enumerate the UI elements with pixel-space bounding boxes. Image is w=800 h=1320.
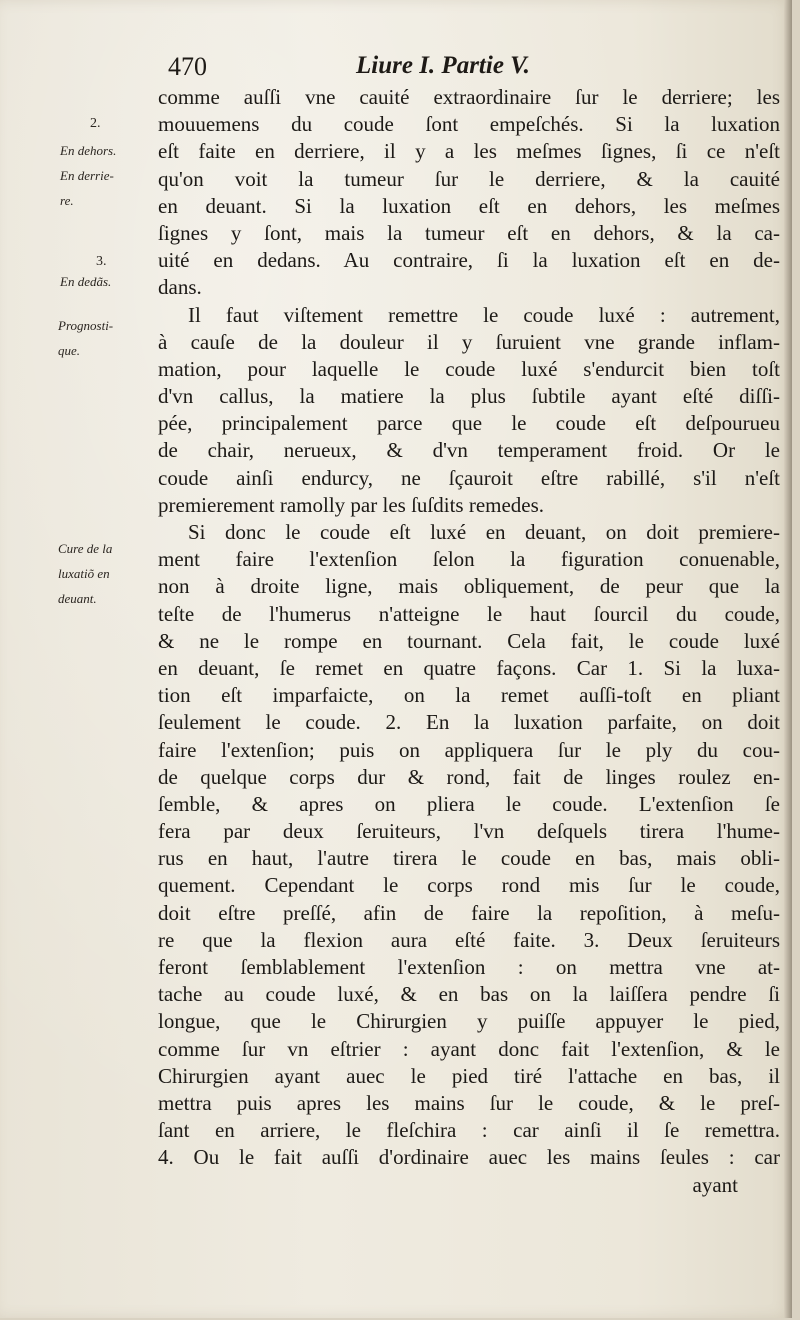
margin-notes <box>0 0 160 1318</box>
text-line: de chair, nerueux, & d'vn temperament froid. Or le <box>158 438 780 463</box>
text-line: tion eſt imparfaicte, on la remet auſſi-toſt en pliant <box>158 683 780 708</box>
margin-note-prognostique: Prognosti- <box>58 318 114 333</box>
text-line: eſt faite en derriere, il y a les meſmes ſignes, ſi ce n'eſt <box>158 139 780 164</box>
text-line: comme ſur vn eſtrier : ayant donc fait l'extenſion, & le <box>158 1036 780 1061</box>
text-line: dans. <box>158 275 202 300</box>
text-line: teſte de l'humerus n'atteigne le haut ſourcil du coude, <box>158 601 780 626</box>
body-text <box>158 84 788 1199</box>
text-line: ment faire l'extenſion ſelon la figuration conuenable, <box>158 547 780 572</box>
text-line: ſignes y ſont, mais la tumeur eſt en dehors, & la ca- <box>158 220 780 245</box>
text-line: longue, que le Chirurgien y puiſſe appuyer le pied, <box>158 1009 780 1034</box>
text-line: qu'on voit la tumeur ſur le derriere, & la cauité <box>158 166 780 191</box>
text-line: d'vn callus, la matiere la plus ſubtile ayant eſté diſſi- <box>158 384 780 409</box>
text-line: comme auſſi vne cauité extraordinaire ſur le derriere; les <box>158 85 780 109</box>
catchword: ayant <box>692 1172 738 1197</box>
margin-note-en-dehors: En dehors. <box>60 143 117 158</box>
text-line: ſemble, & apres on pliera le coude. L'extenſion ſe <box>158 791 780 816</box>
text-line: doit eſtre preſſé, afin de faire la repoſition, à meſu- <box>158 900 780 925</box>
margin-note-re: re. <box>60 193 74 208</box>
margin-note-en-derriere: En derrie- <box>60 168 114 183</box>
text-line: ſant en arriere, le fleſchira : car ainſi il ſe remettra. <box>158 1118 780 1143</box>
text-line: en deuant, ſe remet en quatre façons. Car 1. Si la luxa- <box>158 655 780 680</box>
text-line: coude ainſi endurcy, ne ſçauroit eſtre rabillé, s'il n'eſt <box>158 465 780 490</box>
margin-note-en-dedans: En dedãs. <box>60 274 112 289</box>
running-title: Liure I. Partie V. <box>356 52 530 79</box>
page-header <box>160 52 600 86</box>
text-line: Il faut viſtement remettre le coude luxé : autrement, <box>188 302 780 327</box>
text-line: quement. Cependant le corps rond mis ſur le coude, <box>158 873 780 898</box>
page-number: 470 <box>168 52 207 81</box>
text-line: mettra puis apres les mains ſur le coude, & le preſ- <box>158 1090 780 1115</box>
text-line: tache au coude luxé, & en bas on la laiſſera pendre ſi <box>158 982 780 1007</box>
text-line: faire l'extenſion; puis on appliquera ſur le ply du cou- <box>158 737 780 762</box>
text-line: feront ſemblablement l'extenſion : on mettra vne at- <box>158 955 780 979</box>
text-line: fera par deux ſeruiteurs, l'vn deſquels tirera l'hume- <box>158 819 780 844</box>
margin-note-que: que. <box>58 343 81 358</box>
margin-note-luxation-en: luxatiõ en <box>58 566 110 581</box>
text-line: Si donc le coude eſt luxé en deuant, on doit premiere- <box>188 520 780 544</box>
text-line: mouuemens du coude ſont empeſchés. Si la luxation <box>158 112 780 137</box>
margin-number-2: 2. <box>90 116 101 131</box>
text-line: ſeulement le coude. 2. En la luxation parfaite, on doit <box>158 710 780 735</box>
text-line: de quelque corps dur & rond, fait de linges roulez en- <box>158 764 780 789</box>
text-line: uité en dedans. Au contraire, ſi la luxation eſt en de- <box>158 248 780 273</box>
text-line: pée, principalement parce que le coude eſt deſpourueu <box>158 411 780 436</box>
text-line: 4. Ou le fait auſſi d'ordinaire auec les mains ſeules : car <box>158 1145 780 1170</box>
text-line: mation, pour laquelle le coude luxé s'endurcit bien toſt <box>158 356 780 381</box>
text-line: Chirurgien ayant auec le pied tiré l'attache en bas, il <box>158 1063 780 1088</box>
margin-note-cure-de-la: Cure de la <box>58 541 113 556</box>
text-line: & ne le rompe en tournant. Cela fait, le coude luxé <box>158 628 780 653</box>
text-line: non à droite ligne, mais obliquement, de peur que la <box>158 574 780 599</box>
margin-note-deuant: deuant. <box>58 591 97 606</box>
text-line: rus en haut, l'autre tirera le coude en bas, mais obli- <box>158 846 780 871</box>
text-line: premierement ramolly par les ſuſdits remedes. <box>158 492 545 517</box>
text-line: en deuant. Si la luxation eſt en dehors, les meſmes <box>158 193 780 218</box>
text-line: à cauſe de la douleur il y ſuruient vne grande inflam- <box>158 329 780 354</box>
margin-number-3: 3. <box>96 254 107 269</box>
text-line: re que la flexion aura eſté faite. 3. Deux ſeruiteurs <box>158 927 780 952</box>
